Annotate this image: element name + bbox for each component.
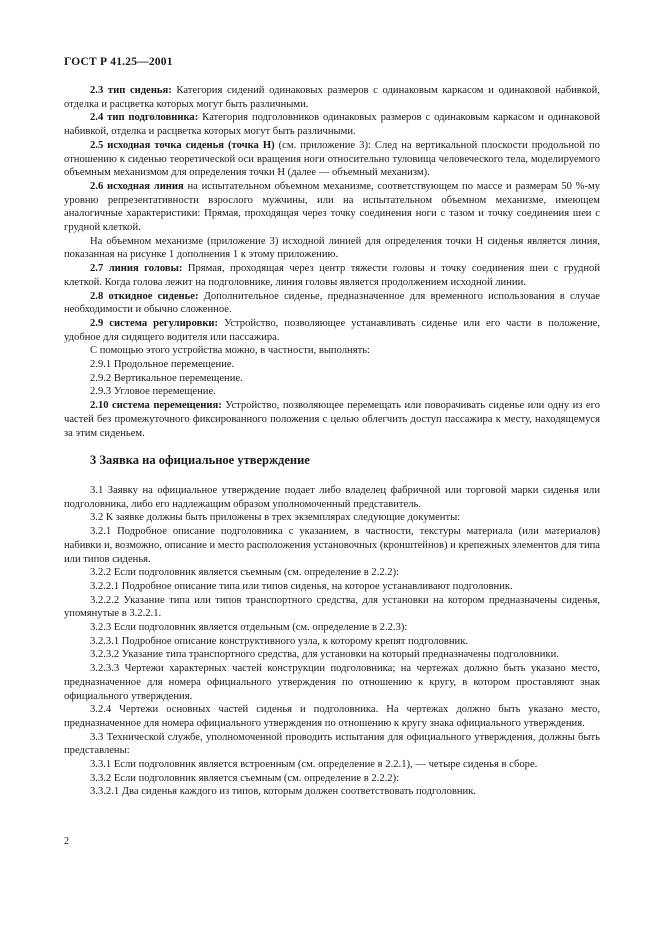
paragraph-2-6: 2.6 исходная линия на испытательном объемном механизме, соответствующем по массе и размерам 50 %-му уровню репрезентативности взрослого мужчины, или на испытательном объемном механизме, имеющем аналогичные характеристики: Прямая, проходящая через точку соединения ноги с тазом и точку соединения шеи с грудной клеткой.: [64, 180, 600, 234]
term: 2.9 система регулировки:: [90, 317, 219, 329]
paragraph-2-10: 2.10 система перемещения: Устройство, позволяющее перемещать или поворачивать сиденье или одну из его частей без промежуточного фиксированного положения с целью облегчить доступ пассажира к месту, находящемуся за этим сиденьем.: [64, 400, 600, 439]
paragraph-2-6-note: На объемном механизме (приложение 3) исходной линией для определения точки H сиденья является линия, показанная на рисунке 1 дополнения 1 к этому приложению.: [64, 235, 600, 261]
paragraph-2-8: 2.8 откидное сиденье: Дополнительное сиденье, предназначенное для временного использования в случае необходимости и обычно сложенное.: [64, 290, 600, 316]
paragraph-3-2-4: 3.2.4 Чертежи основных частей сиденья и подголовника. На чертежах должно быть указано место, предназначенное для номера официального утверждения по отношению к кругу знака официального утверждения.: [64, 704, 600, 729]
term: 2.7 линия головы:: [90, 263, 183, 275]
paragraph-3-2-2-2: 3.2.2.2 Указание типа или типов транспортного средства, для установки на котором предназначены сиденья, упомянутые в 3.2.2.1.: [64, 594, 600, 620]
paragraph-2-3: 2.3 тип сиденья: Категория сидений одинаковых размеров с одинаковым каркасом и одинаковой набивкой, отделка и расцветка которых могут быть различными.: [64, 85, 600, 110]
document-header: ГОСТ Р 41.25—2001: [64, 56, 173, 68]
paragraph-3-3-2: 3.3.2 Если подголовник является съемным (см. определение в 2.2.2):: [90, 772, 400, 784]
page-number: 2: [64, 836, 69, 847]
paragraph-2-9-3: 2.9.3 Угловое перемещение.: [90, 386, 216, 398]
term: 2.10 система перемещения:: [90, 400, 222, 412]
paragraph-3-3-1: 3.3.1 Если подголовник является встроенным (см. определение в 2.2.1), — четыре сиденья в сборе.: [90, 759, 538, 771]
paragraph-2-4: 2.4 тип подголовника: Категория подголовников одинаковых размеров с одинаковым каркасом и одинаковой набивкой, отделка и расцветка которых могут быть различными.: [64, 112, 600, 138]
paragraph-3-2-3-3: 3.2.3.3 Чертежи характерных частей конструкции подголовника; на чертежах должно быть указано место, предназначенное для номера официального утверждения по отношению к кругу, в котором проставляют знак официального утверждения.: [64, 663, 600, 702]
section-heading: 3 Заявка на официальное утверждение: [90, 453, 310, 468]
paragraph-2-9: 2.9 система регулировки: Устройство, позволяющее устанавливать сиденье или его части в положение, удобное для сидящего водителя или пассажира.: [64, 317, 601, 343]
paragraph-2-7: 2.7 линия головы: Прямая, проходящая через центр тяжести головы и точку соединения шеи с грудной клеткой. Когда голова лежит на подголовнике, линия головы является продолжением исходной линии.: [64, 263, 600, 288]
term: 2.6 исходная линия: [90, 180, 184, 192]
term: 2.8 откидное сиденье:: [90, 290, 199, 302]
paragraph-3-2-2-1: 3.2.2.1 Подробное описание типа или типов сиденья, на которое устанавливают подголовник.: [90, 580, 513, 592]
paragraph-3-3-2-1: 3.3.2.1 Два сиденья каждого из типов, которым должен соответствовать подголовник.: [90, 786, 476, 798]
paragraph-2-5: 2.5 исходная точка сиденья (точка H) (см. приложение 3): След на вертикальной плоскости продольной по отношению к сиденью теоретической оси вращения ноги относительно туловища человеческого тела, моделируемого объемным механизмом для определения точки H (далее — объемный механизм).: [64, 139, 600, 179]
paragraph-3-2: 3.2 К заявке должны быть приложены в трех экземплярах следующие документы:: [90, 512, 461, 524]
term: 2.5 исходная точка сиденья (точка H): [90, 139, 275, 151]
term: 2.4 тип подголовника:: [90, 112, 199, 124]
paragraph-3-1: 3.1 Заявку на официальное утверждение подает либо владелец фабричной или торговой марки сиденья или подголовника, либо его надлежащим образом уполномоченный представитель.: [64, 484, 600, 510]
term: 2.3 тип сиденья:: [90, 85, 172, 96]
paragraph-2-9-2: 2.9.2 Вертикальное перемещение.: [90, 372, 243, 384]
paragraph-3-3: 3.3 Технической службе, уполномоченной проводить испытания для официального утверждения, должны быть представлены:: [64, 731, 600, 757]
paragraph-2-9-intro: С помощью этого устройства можно, в частности, выполнять:: [90, 345, 370, 357]
paragraph-2-9-1: 2.9.1 Продольное перемещение.: [90, 359, 235, 371]
paragraph-3-2-3-1: 3.2.3.1 Подробное описание конструктивного узла, к которому крепят подголовник.: [90, 635, 469, 647]
paragraph-3-2-3-2: 3.2.3.2 Указание типа транспортного средства, для установки на который предназначены подголовники.: [90, 649, 559, 661]
document-body: [64, 84, 600, 799]
paragraph-3-2-2: 3.2.2 Если подголовник является съемным (см. определение в 2.2.2):: [90, 567, 400, 579]
paragraph-3-2-3: 3.2.3 Если подголовник является отдельным (см. определение в 2.2.3):: [90, 622, 408, 634]
paragraph-3-2-1: 3.2.1 Подробное описание подголовника с указанием, в частности, текстуры материала (или материалов) набивки и, возможно, описание и место расположения установочных (кронштейнов) и крепежных элементов для типа или типов сиденья.: [64, 526, 600, 565]
